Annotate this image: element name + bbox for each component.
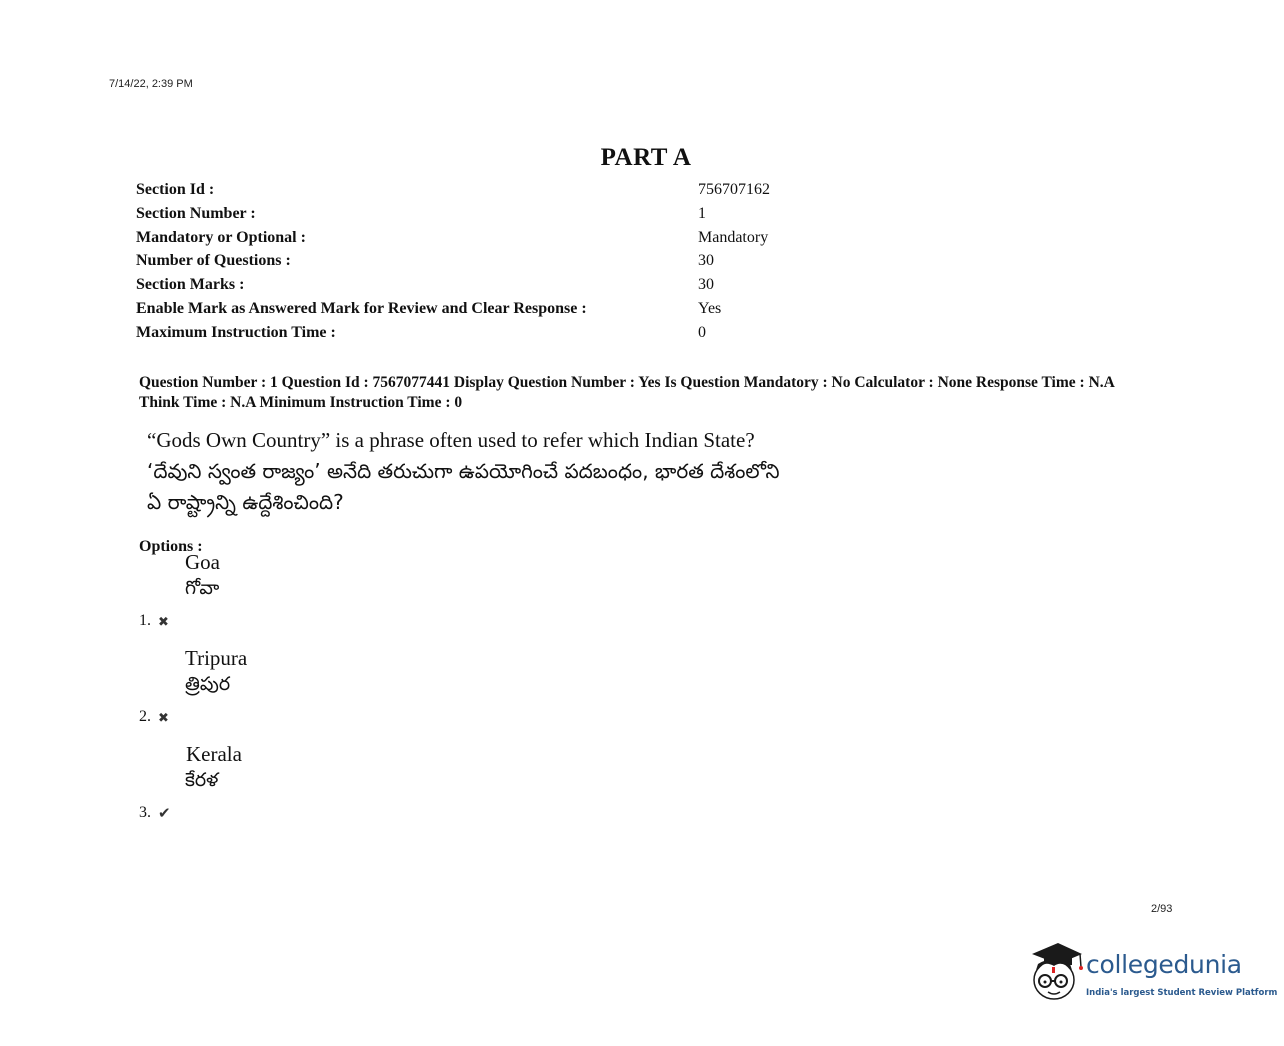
section-number-label: Section Number : <box>136 204 256 222</box>
option-1-number: 1. <box>139 612 151 629</box>
section-number-value: 1 <box>698 204 706 222</box>
max-instruction-time-label: Maximum Instruction Time : <box>136 323 336 341</box>
question-text-telugu-line-2: ఏ రాష్ట్రాన్ని ఉద్దేశించింది? <box>147 490 344 514</box>
logo-tagline: India's largest Student Review Platform <box>1086 988 1278 998</box>
cross-icon: ✖ <box>158 615 169 630</box>
option-3-english: Kerala <box>186 742 242 766</box>
option-3-telugu: కేరళ <box>185 769 219 791</box>
part-title: PART A <box>600 144 692 171</box>
question-meta: Question Number : 1 Question Id : 7567077441 Display Question Number : Yes Is Question Mandatory : No Calculator : None Response Time : N.A Think Time : N.A Minimum Instruction Time : 0 <box>139 374 1114 411</box>
section-id-value: 756707162 <box>698 181 770 198</box>
mandatory-optional-value: Mandatory <box>698 228 769 246</box>
question-text-english: “Gods Own Country” is a phrase often used to refer which Indian State? <box>147 428 755 452</box>
print-timestamp: 7/14/22, 2:39 PM <box>109 78 193 90</box>
question-text-telugu-line-1: ‘దేవుని స్వంత రాజ్యం’ అనేది తరుచుగా ఉపయోగించే పదబంధం, భారత దేశంలోని <box>147 459 780 483</box>
option-3-number: 3. <box>139 804 151 821</box>
option-1 <box>139 550 439 630</box>
number-of-questions-value: 30 <box>698 252 714 270</box>
checkmark-icon: ✔ <box>158 804 171 822</box>
option-1-english: Goa <box>185 550 220 574</box>
question-text <box>147 425 780 518</box>
option-2 <box>139 646 439 726</box>
enable-mark-label: Enable Mark as Answered Mark for Review and Clear Response : <box>136 299 587 317</box>
option-2-number: 2. <box>139 708 151 725</box>
option-1-telugu: గోవా <box>185 577 220 599</box>
mandatory-optional-label: Mandatory or Optional : <box>136 228 306 246</box>
number-of-questions-label: Number of Questions : <box>136 252 291 270</box>
max-instruction-time-value: 0 <box>698 323 706 341</box>
section-marks-value: 30 <box>698 276 714 294</box>
option-2-telugu: త్రిపుర <box>185 673 231 695</box>
enable-mark-value: Yes <box>698 299 722 317</box>
section-marks-label: Section Marks : <box>136 276 245 294</box>
section-id-label: Section Id : <box>136 181 215 198</box>
mascot-icon <box>1024 940 1086 1010</box>
options-label: Options : <box>139 538 203 555</box>
page-number: 2/93 <box>1151 903 1173 915</box>
cross-icon: ✖ <box>158 711 169 726</box>
logo-name: collegedunia <box>1086 950 1242 979</box>
option-2-english: Tripura <box>185 646 248 670</box>
collegedunia-logo <box>1024 940 1278 1010</box>
option-3 <box>139 742 439 822</box>
